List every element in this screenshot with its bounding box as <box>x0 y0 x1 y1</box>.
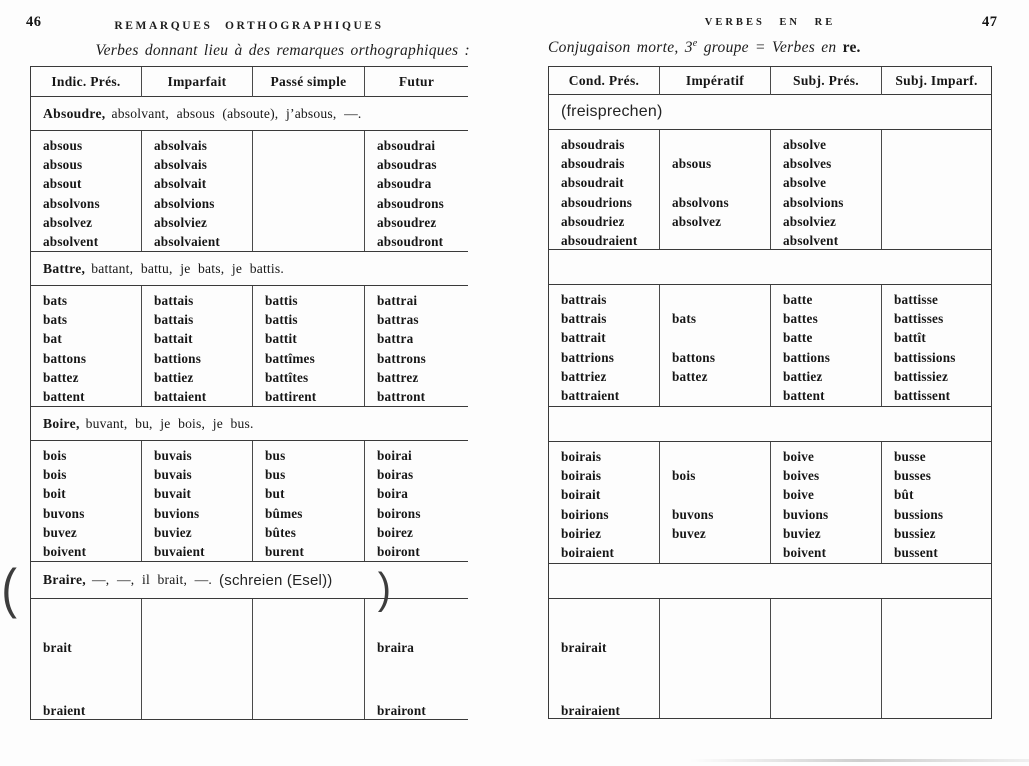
conjugation-cell <box>265 155 364 174</box>
conjugation-cell: buvions <box>783 506 829 522</box>
conjugation-column <box>660 599 771 718</box>
conjugation-cell <box>265 194 364 213</box>
conjugation-cell: bussent <box>894 544 938 560</box>
conjugation-cell: boiraient <box>561 544 615 560</box>
conjugation-cell: absoudra <box>377 176 432 192</box>
conjugation-cell <box>672 290 770 309</box>
conjugation-column <box>365 599 468 719</box>
conjugation-cell: absolvent <box>43 233 99 249</box>
conjugation-cell <box>894 701 991 718</box>
conjugation-cell: buvait <box>154 486 192 502</box>
conjugation-cell <box>672 328 770 347</box>
conjugation-column <box>549 285 660 406</box>
conjugation-cell: braira <box>377 640 415 655</box>
conjugation-cell <box>265 232 364 251</box>
conjugation-cell: bois <box>43 467 67 483</box>
conjugation-cell: battrais <box>561 292 607 307</box>
conjugation-cell: bois <box>43 448 67 463</box>
conjugation-cell: absolvent <box>783 232 839 248</box>
conjugation-cell: battit <box>265 331 297 347</box>
conjugation-cell: battît <box>894 330 926 346</box>
conjugation-block <box>549 285 991 407</box>
conjugation-block <box>31 286 468 407</box>
conjugation-column <box>31 286 142 406</box>
conjugation-cell: boit <box>43 486 66 502</box>
conjugation-cell <box>672 543 770 562</box>
conjugation-cell: brairont <box>377 703 426 719</box>
conjugation-cell: battent <box>783 387 825 403</box>
conjugation-cell: absoudrait <box>561 175 624 191</box>
column-header: Subj. Imparf. <box>895 73 978 88</box>
conjugation-cell: battent <box>43 388 85 404</box>
conjugation-cell: absoudras <box>377 157 437 173</box>
conjugation-cell: boive <box>783 449 815 464</box>
conjugation-cell: battirent <box>265 388 317 404</box>
conjugation-cell <box>894 231 991 249</box>
conjugation-cell: bats <box>43 312 68 328</box>
conjugation-cell: absolvais <box>154 138 208 153</box>
conjugation-cell <box>894 638 991 657</box>
conjugation-cell: battront <box>377 388 426 404</box>
conjugation-cell: battriez <box>561 368 607 384</box>
conjugation-cell: buvons <box>43 505 85 521</box>
conjugation-cell: absoudrions <box>561 194 633 210</box>
conjugation-cell: battissions <box>894 349 956 365</box>
conjugation-column <box>549 442 660 563</box>
conjugation-cell <box>265 136 364 155</box>
conjugation-column <box>365 286 468 406</box>
conjugation-cell: bût <box>894 487 914 503</box>
conjugation-cell: battrez <box>377 369 419 385</box>
conjugation-block <box>31 441 468 562</box>
conjugation-cell: battons <box>43 350 87 366</box>
verb-principal-parts: —, —, il brait, —. <box>92 572 213 587</box>
subtitle-right <box>548 38 861 57</box>
conjugation-column <box>771 285 882 406</box>
conjugation-cell: boives <box>783 468 820 484</box>
conjugation-cell: bus <box>265 467 286 483</box>
conjugation-cell: battissent <box>894 387 951 403</box>
section-title-row <box>549 407 991 442</box>
conjugation-cell: absolviez <box>783 213 837 229</box>
conjugation-column <box>660 130 771 249</box>
conjugation-cell: absoudrais <box>561 156 625 172</box>
conjugation-cell: buvions <box>154 505 200 521</box>
conjugation-cell: absoudrais <box>561 137 625 152</box>
conjugation-cell: boirez <box>377 524 414 540</box>
conjugation-cell: buvaient <box>154 543 205 559</box>
verb-principal-parts: battant, battu, je bats, je battis. <box>91 260 284 276</box>
conjugation-cell: battiez <box>783 368 823 384</box>
german-annotation: (freisprechen) <box>561 103 663 120</box>
conjugation-column <box>365 441 468 561</box>
column-header: Indic. Prés. <box>31 67 142 97</box>
conjugation-column <box>142 286 253 406</box>
conjugation-cell: batte <box>783 292 813 307</box>
conjugation-column <box>771 599 882 718</box>
conjugation-column <box>549 599 660 718</box>
conjugation-column <box>253 286 365 406</box>
conjugation-cell: absolve <box>783 175 827 191</box>
conjugation-block <box>31 131 468 252</box>
conjugation-cell <box>265 174 364 193</box>
section-title-row <box>549 95 991 130</box>
conjugation-cell <box>672 701 770 718</box>
conjugation-cell: absolvait <box>154 176 207 192</box>
conjugation-cell: buviez <box>783 525 821 541</box>
conjugation-table-right <box>548 66 992 719</box>
conjugation-cell <box>672 485 770 504</box>
conjugation-cell: battîtes <box>265 369 309 385</box>
column-header: Imparfait <box>142 67 253 97</box>
section-title-row <box>549 564 991 599</box>
verb-infinitive: Braire, <box>43 572 86 587</box>
conjugation-cell: battrons <box>377 350 426 366</box>
conjugation-cell: batte <box>783 330 813 346</box>
conjugation-cell <box>154 701 252 719</box>
conjugation-cell: absoudrez <box>377 214 437 230</box>
conjugation-column <box>142 131 253 251</box>
conjugation-cell: absoudront <box>377 233 444 249</box>
conjugation-cell: buviez <box>154 524 192 540</box>
conjugation-cell: boirions <box>561 506 609 522</box>
conjugation-cell: battions <box>154 350 202 366</box>
section-title-row <box>31 252 468 286</box>
subtitle-right-mid: groupe = Verbes en <box>697 39 843 57</box>
german-annotation: (schreien (Esel)) <box>219 571 333 589</box>
conjugation-cell <box>672 173 770 192</box>
conjugation-cell: bats <box>672 311 697 327</box>
conjugation-column <box>660 285 771 406</box>
subtitle-right-sup: e <box>692 38 698 49</box>
column-header: Futur <box>398 74 435 89</box>
conjugation-cell: buvais <box>154 467 192 483</box>
conjugation-cell: boiras <box>377 467 414 483</box>
scan-artifact <box>690 759 1029 762</box>
conjugation-cell: busse <box>894 449 926 464</box>
conjugation-cell: boivent <box>43 543 87 559</box>
conjugation-cell: battisses <box>894 311 944 327</box>
verb-infinitive: Boire, <box>43 415 80 431</box>
conjugation-table-left <box>30 66 468 720</box>
conjugation-cell: brairaient <box>561 703 621 718</box>
conjugation-cell: boive <box>783 487 815 503</box>
conjugation-cell: absolvez <box>43 214 93 230</box>
conjugation-cell: absolvons <box>43 195 100 211</box>
section-title-row <box>31 407 468 441</box>
conjugation-cell <box>894 154 991 173</box>
conjugation-cell <box>265 213 364 232</box>
conjugation-cell: battons <box>672 349 716 365</box>
conjugation-cell: battes <box>783 311 818 327</box>
conjugation-column <box>882 599 991 718</box>
conjugation-column <box>771 130 882 249</box>
conjugation-cell <box>894 212 991 231</box>
conjugation-cell: burent <box>265 543 305 559</box>
conjugation-cell: absolvaient <box>154 233 220 249</box>
conjugation-cell: absolvions <box>154 195 215 211</box>
column-header: Subj. Prés. <box>771 67 882 95</box>
conjugation-cell: buvez <box>43 524 77 540</box>
conjugation-cell <box>154 638 252 657</box>
column-header: Cond. Prés. <box>549 67 660 95</box>
conjugation-cell: battais <box>154 293 194 308</box>
conjugation-cell <box>894 193 991 212</box>
conjugation-cell: battrions <box>561 349 615 365</box>
conjugation-cell: boirait <box>561 487 601 503</box>
conjugation-column <box>882 442 991 563</box>
conjugation-cell: battraient <box>561 387 620 403</box>
conjugation-cell <box>894 135 991 154</box>
section-title-row <box>31 97 468 131</box>
conjugation-cell: battiez <box>154 369 194 385</box>
conjugation-cell: battait <box>154 331 193 347</box>
conjugation-cell: battais <box>154 312 194 328</box>
conjugation-cell: battaient <box>154 388 207 404</box>
conjugation-cell: battis <box>265 312 298 328</box>
conjugation-cell <box>783 638 881 657</box>
conjugation-cell <box>672 638 770 657</box>
column-header: Impératif <box>660 67 771 95</box>
conjugation-cell: battra <box>377 331 414 347</box>
conjugation-cell: absout <box>43 176 82 192</box>
conjugation-column <box>253 131 365 251</box>
section-title-row <box>549 250 991 285</box>
conjugation-cell: absoudrai <box>377 138 436 153</box>
column-header-row <box>549 67 991 95</box>
conjugation-column <box>771 442 882 563</box>
conjugation-cell: brairait <box>561 640 607 655</box>
conjugation-cell: absolvais <box>154 157 208 173</box>
running-head-left: REMARQUES ORTHOGRAPHIQUES <box>114 20 384 32</box>
conjugation-cell: absolvons <box>672 194 729 210</box>
conjugation-cell: boivent <box>783 544 827 560</box>
conjugation-cell: buvez <box>672 525 706 541</box>
column-header-row <box>31 67 468 97</box>
conjugation-cell: bois <box>672 468 696 484</box>
conjugation-cell: absolves <box>783 156 832 172</box>
conjugation-column <box>253 599 365 719</box>
conjugation-cell: battrai <box>377 293 418 308</box>
conjugation-cell: boirons <box>377 505 421 521</box>
conjugation-cell: absolvez <box>672 213 722 229</box>
verb-principal-parts: absolvant, absous (absoute), j’absous, —. <box>111 105 362 121</box>
conjugation-column <box>253 441 365 561</box>
conjugation-cell: boirais <box>561 468 602 484</box>
conjugation-cell: absous <box>43 138 83 153</box>
conjugation-column <box>142 599 253 719</box>
column-header: Passé simple <box>253 67 365 97</box>
conjugation-cell: bûtes <box>265 524 297 540</box>
conjugation-cell: busses <box>894 468 932 484</box>
conjugation-cell: battîmes <box>265 350 315 366</box>
conjugation-cell: buvons <box>672 506 714 522</box>
conjugation-cell: braient <box>43 703 86 719</box>
conjugation-cell: buvais <box>154 448 192 463</box>
conjugation-cell: boiront <box>377 543 420 559</box>
conjugation-cell: absolve <box>783 137 827 152</box>
conjugation-cell: absous <box>43 157 83 173</box>
conjugation-cell: but <box>265 486 285 502</box>
conjugation-cell: brait <box>43 640 72 655</box>
conjugation-cell <box>672 135 770 154</box>
conjugation-cell: battez <box>672 368 708 384</box>
conjugation-cell: bussions <box>894 506 944 522</box>
conjugation-cell: battions <box>783 349 831 365</box>
conjugation-cell: absolviez <box>154 214 208 230</box>
conjugation-block <box>31 599 468 720</box>
conjugation-cell: battez <box>43 369 79 385</box>
conjugation-cell: battrais <box>561 311 607 327</box>
conjugation-cell <box>672 386 770 405</box>
conjugation-cell <box>672 231 770 249</box>
verb-infinitive: Absoudre, <box>43 105 106 121</box>
conjugation-column <box>365 131 468 251</box>
conjugation-cell <box>672 447 770 466</box>
subtitle-right-pre: Conjugaison morte, 3 <box>548 39 693 57</box>
conjugation-cell: battissiez <box>894 368 949 384</box>
verb-infinitive: Battre, <box>43 260 86 276</box>
conjugation-cell: boirais <box>561 449 602 464</box>
verb-principal-parts: buvant, bu, je bois, je bus. <box>85 415 254 431</box>
conjugation-cell <box>783 701 881 718</box>
conjugation-cell: battis <box>265 293 298 308</box>
subtitle-right-bold: re. <box>842 39 861 57</box>
conjugation-cell <box>894 173 991 192</box>
page-number-right: 47 <box>982 14 998 30</box>
conjugation-cell: absoudriez <box>561 213 625 229</box>
conjugation-cell: boiriez <box>561 525 602 541</box>
conjugation-cell: absoudraient <box>561 232 638 248</box>
conjugation-column <box>31 131 142 251</box>
conjugation-block <box>549 130 991 250</box>
conjugation-block <box>549 599 991 719</box>
conjugation-column <box>882 130 991 249</box>
conjugation-column <box>31 599 142 719</box>
conjugation-cell: battras <box>377 312 419 328</box>
conjugation-cell: absous <box>672 156 712 172</box>
hand-drawn-paren-open: ( <box>1 557 17 619</box>
running-head-right: VERBES EN RE <box>704 17 836 28</box>
conjugation-cell <box>265 638 364 657</box>
subtitle-left: Verbes donnant lieu à des remarques orthographiques : <box>95 42 470 59</box>
conjugation-cell: bûmes <box>265 505 303 521</box>
conjugation-column <box>142 441 253 561</box>
conjugation-column <box>660 442 771 563</box>
page-number-left: 46 <box>26 14 42 30</box>
conjugation-cell: boira <box>377 486 409 502</box>
conjugation-cell: bus <box>265 448 286 463</box>
conjugation-cell: battrait <box>561 330 606 346</box>
hand-drawn-paren-close: ) <box>377 564 391 613</box>
conjugation-block <box>549 442 991 564</box>
conjugation-cell: bats <box>43 293 68 308</box>
conjugation-cell: battisse <box>894 292 939 307</box>
conjugation-column <box>882 285 991 406</box>
conjugation-cell: bussiez <box>894 525 936 541</box>
conjugation-column <box>31 441 142 561</box>
conjugation-cell <box>265 701 364 719</box>
section-title-row <box>31 562 468 599</box>
conjugation-cell: absoudrons <box>377 195 444 211</box>
conjugation-column <box>549 130 660 249</box>
conjugation-cell: boirai <box>377 448 412 463</box>
conjugation-cell: absolvions <box>783 194 844 210</box>
conjugation-cell: bat <box>43 331 62 347</box>
